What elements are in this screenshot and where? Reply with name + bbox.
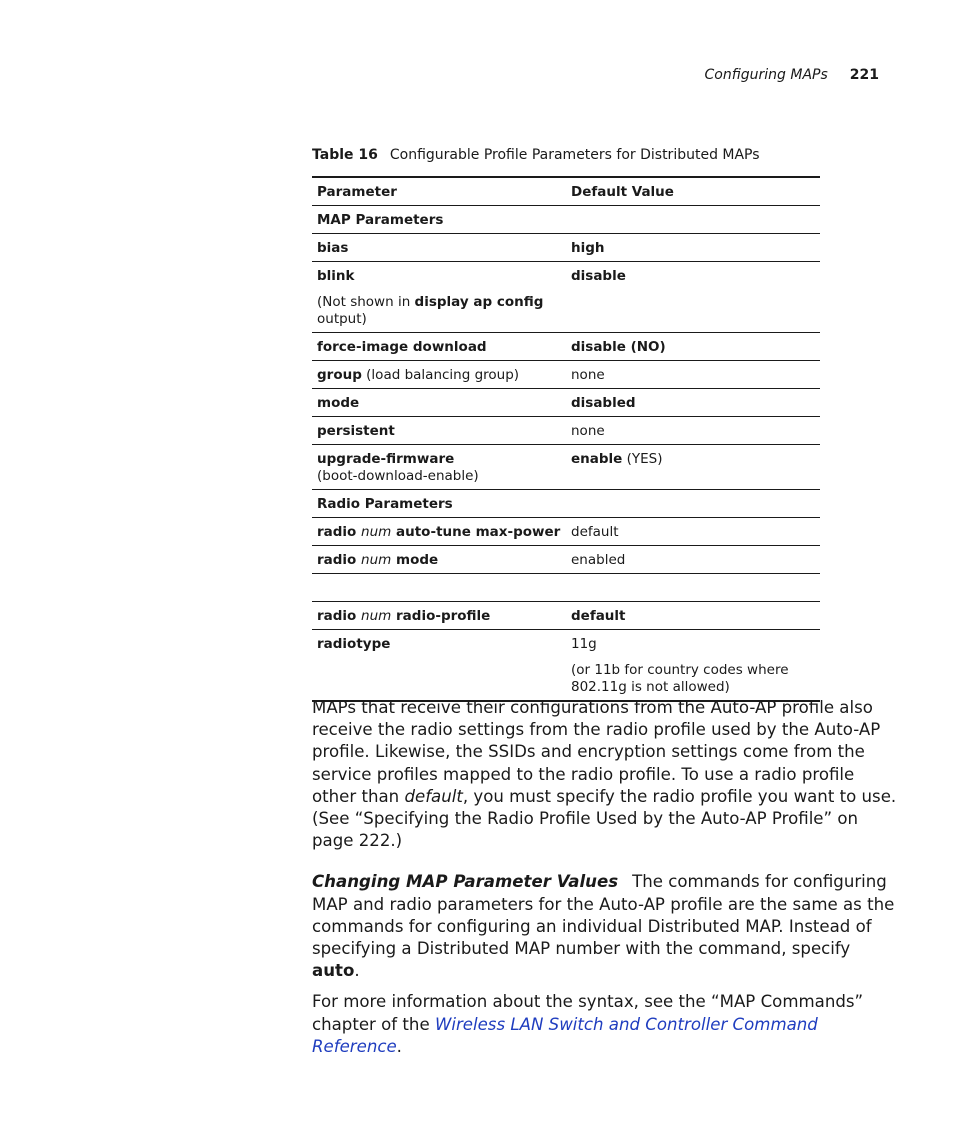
param-variable: num <box>361 552 392 568</box>
emphasis-text: default <box>404 786 463 806</box>
param-note <box>317 294 561 328</box>
note-command: display ap config <box>414 294 544 310</box>
note-text: output) <box>317 311 367 327</box>
param-text: radio <box>317 608 362 624</box>
param-cell: mode <box>312 389 566 417</box>
value-desc: (YES) <box>622 451 663 467</box>
param-text: radio <box>317 552 362 568</box>
param-cell: persistent <box>312 417 566 445</box>
paragraph-auto-ap-radio <box>312 697 902 852</box>
paragraph-text: . <box>354 961 360 981</box>
param-text: radio-profile <box>391 608 491 624</box>
table-row <box>312 206 820 234</box>
param-cell <box>312 262 566 333</box>
table-row-empty <box>312 574 820 602</box>
column-header-default-value: Default Value <box>566 177 820 206</box>
value-cell: enabled <box>566 546 820 574</box>
running-header <box>705 67 880 83</box>
paragraph-changing-map-parameters <box>312 871 902 982</box>
param-cell <box>312 546 566 574</box>
section-row-map-parameters: MAP Parameters <box>312 206 566 234</box>
value-cell: default <box>566 518 820 546</box>
paragraph-text: . <box>396 1036 402 1056</box>
table-cell-empty <box>566 574 820 602</box>
value-cell: high <box>566 234 820 262</box>
parameters-table <box>312 176 820 702</box>
paragraph-text: MAPs that receive their configurations from the Auto-AP profile also receive the radio settings from the radio profile used by the Auto-AP profile. Likewise, the SSIDs and encryption settings come from the service profiles mapped to the radio profile. To use a radio profile other than <box>312 698 881 806</box>
table-cell-empty <box>566 490 820 518</box>
value-cell <box>566 445 820 490</box>
table-row <box>312 361 820 389</box>
note-text: (Not shown in <box>317 294 415 310</box>
value-note: (or 11b for country codes where 802.11g is not allowed) <box>571 662 789 695</box>
paragraph-text: , you must specify the radio profile you want to use. (See “Specifying the Radio Profile Used by the Auto-AP Profile” on page 222.) <box>312 786 897 851</box>
param-variable: num <box>361 524 392 540</box>
table-caption <box>312 147 832 163</box>
table-title: Configurable Profile Parameters for Distributed MAPs <box>389 147 760 163</box>
value-cell: default <box>566 602 820 630</box>
section-row-radio-parameters: Radio Parameters <box>312 490 566 518</box>
value-cell: disabled <box>566 389 820 417</box>
table-row <box>312 262 820 333</box>
param-text: mode <box>391 552 439 568</box>
value-cell: none <box>566 361 820 389</box>
table-cell-empty <box>312 574 566 602</box>
table-row <box>312 417 820 445</box>
table-row <box>312 389 820 417</box>
param-cell <box>312 361 566 389</box>
param-variable: num <box>361 608 392 624</box>
table-row <box>312 234 820 262</box>
run-in-heading: Changing MAP Parameter Values <box>312 872 619 892</box>
section-title: Configuring MAPs <box>704 67 828 83</box>
paragraph-text: For more information about the syntax, see the “MAP Commands” chapter of the <box>312 992 864 1034</box>
value-cell: none <box>566 417 820 445</box>
value-cell <box>566 630 820 702</box>
value-cell: disable <box>566 262 820 333</box>
param-cell: bias <box>312 234 566 262</box>
body-text <box>312 697 902 1067</box>
param-desc: (load balancing group) <box>361 367 520 383</box>
page-number: 221 <box>849 67 879 83</box>
table-row <box>312 445 820 490</box>
table-label: Table 16 <box>312 147 378 163</box>
param-text: upgrade-firmware <box>317 451 455 467</box>
value-text: 11g <box>571 636 597 652</box>
table-row <box>312 630 820 702</box>
param-cell <box>312 602 566 630</box>
param-cell <box>312 445 566 490</box>
table-cell-empty <box>566 206 820 234</box>
param-text: radio <box>317 524 362 540</box>
table-row <box>312 333 820 361</box>
value-cell: disable (NO) <box>566 333 820 361</box>
table-row <box>312 518 820 546</box>
paragraph-more-info <box>312 991 902 1058</box>
paragraph-text: The commands for configuring MAP and radio parameters for the Auto-AP profile are the same as the commands for configuring an individual Distributed MAP. Instead of specifying a Distributed MAP number with the command, specify <box>312 872 895 959</box>
param-cell: radiotype <box>312 630 566 702</box>
keyword-text: auto <box>312 961 355 981</box>
param-text: auto-tune max-power <box>391 524 561 540</box>
table-header-row <box>312 177 820 206</box>
table-row <box>312 490 820 518</box>
table-row <box>312 546 820 574</box>
param-cell: force-image download <box>312 333 566 361</box>
table-row <box>312 602 820 630</box>
param-desc: (boot-download-enable) <box>317 468 479 484</box>
param-text: blink <box>317 268 355 284</box>
param-text: group <box>317 367 362 383</box>
column-header-parameter: Parameter <box>312 177 566 206</box>
command-reference-link[interactable]: Wireless LAN Switch and Controller Command Reference <box>312 1014 818 1056</box>
param-cell <box>312 518 566 546</box>
value-text: enable <box>571 451 623 467</box>
